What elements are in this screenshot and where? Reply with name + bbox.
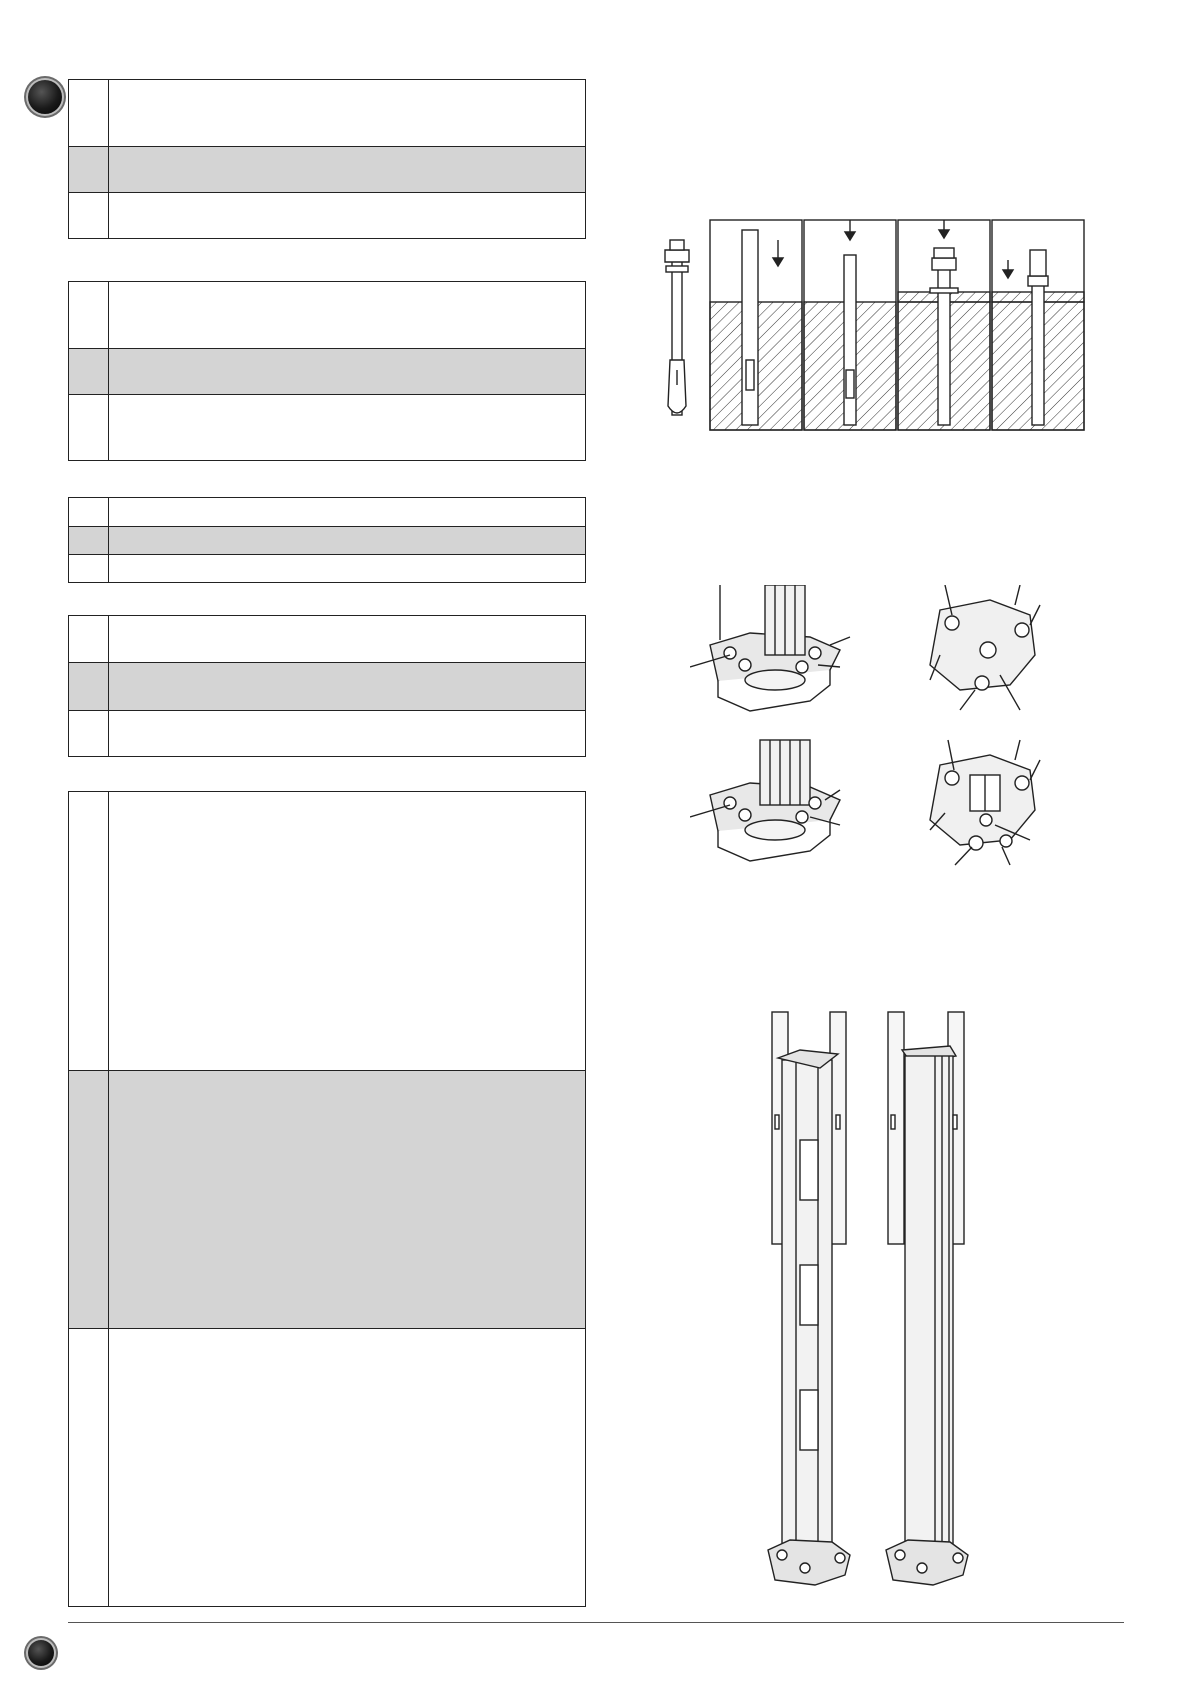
table-row (69, 498, 585, 526)
row-number-cell (69, 1071, 109, 1328)
row-number-cell (69, 80, 109, 146)
instruction-table (68, 497, 586, 583)
row-number-cell (69, 282, 109, 348)
row-text-cell (109, 498, 585, 526)
table-row (69, 394, 585, 460)
table-row (69, 348, 585, 394)
table-row (69, 554, 585, 582)
row-number-cell (69, 792, 109, 1070)
row-number-cell (69, 147, 109, 192)
row-text-cell (109, 193, 585, 238)
table-row (69, 792, 585, 1070)
column-assembly-figure (760, 1010, 1020, 1590)
row-number-cell (69, 395, 109, 460)
row-text-cell (109, 282, 585, 348)
base-plan-bottom (930, 740, 1040, 865)
instruction-table (68, 281, 586, 461)
row-number-cell (69, 616, 109, 662)
table-row (69, 662, 585, 710)
panel-3 (898, 220, 990, 430)
row-text-cell (109, 1071, 585, 1328)
base-perspective-bottom (690, 740, 840, 861)
row-number-cell (69, 498, 109, 526)
row-number-cell (69, 663, 109, 710)
table-row (69, 526, 585, 554)
row-text-cell (109, 792, 585, 1070)
row-text-cell (109, 80, 585, 146)
table-row (69, 146, 585, 192)
row-text-cell (109, 147, 585, 192)
page-badge (28, 1640, 54, 1666)
row-number-cell (69, 527, 109, 554)
row-number-cell (69, 193, 109, 238)
instruction-table (68, 791, 586, 1607)
panel-2 (804, 220, 896, 430)
footer-rule (68, 1622, 1124, 1623)
table-row (69, 710, 585, 756)
table-row (69, 1328, 585, 1606)
row-number-cell (69, 1329, 109, 1606)
table-row (69, 282, 585, 348)
anchor-bolt-figure (650, 210, 1090, 438)
base-perspective-top (690, 585, 850, 711)
column-left (768, 1012, 850, 1585)
anchor-bolt-drawing (665, 240, 689, 415)
row-text-cell (109, 349, 585, 394)
panel-4 (992, 220, 1084, 430)
row-text-cell (109, 1329, 585, 1606)
column-right (886, 1012, 968, 1585)
table-row (69, 1070, 585, 1328)
row-text-cell (109, 395, 585, 460)
table-row (69, 192, 585, 238)
row-text-cell (109, 555, 585, 582)
row-text-cell (109, 663, 585, 710)
row-text-cell (109, 616, 585, 662)
row-number-cell (69, 555, 109, 582)
row-text-cell (109, 711, 585, 756)
table-row (69, 80, 585, 146)
instruction-table (68, 615, 586, 757)
base-fixing-figure (690, 585, 1070, 885)
instruction-table (68, 79, 586, 239)
panel-1 (710, 220, 802, 430)
section-badge (28, 80, 62, 114)
row-number-cell (69, 349, 109, 394)
row-text-cell (109, 527, 585, 554)
base-plan-top (930, 585, 1040, 710)
row-number-cell (69, 711, 109, 756)
table-row (69, 616, 585, 662)
